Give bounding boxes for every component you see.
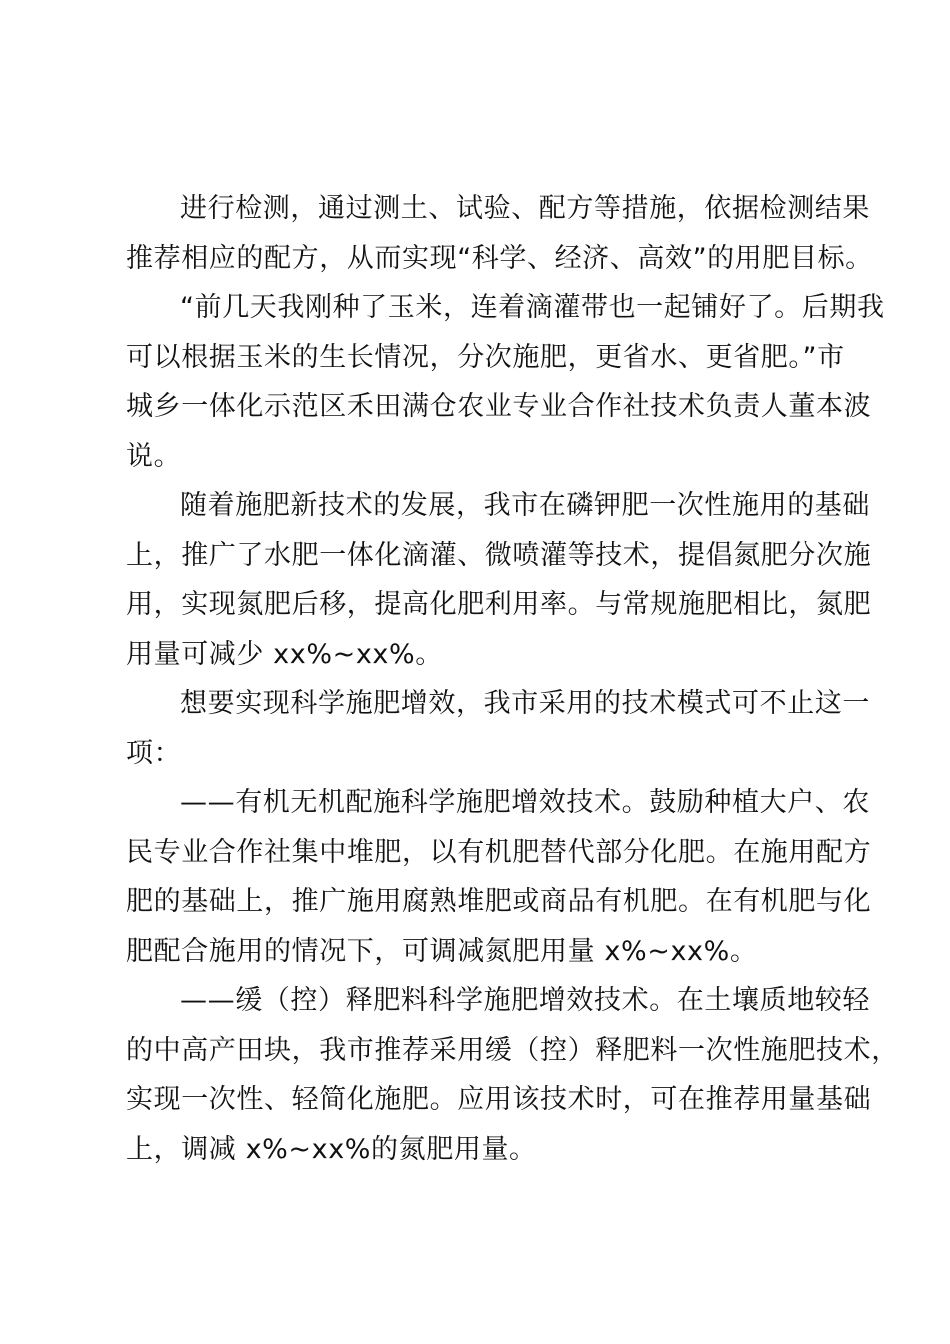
paragraph-5: [126, 778, 872, 976]
text-line: 进行检测，通过测土、试验、配方等措施，依据检测结果: [180, 193, 870, 224]
text-line: 上，调减 x%~xx%的氮肥用量。: [126, 1133, 537, 1165]
text-line: 可以根据玉米的生长情况，分次施肥，更省水、更省肥。”市: [126, 341, 845, 373]
text-line: 想要实现科学施肥增效，我市采用的技术模式可不止这一: [180, 688, 870, 719]
paragraph-2: [126, 283, 885, 481]
document-body: [126, 184, 899, 1174]
text-line: ——有机无机配施科学施肥增效技术。鼓励种植大户、农: [180, 787, 870, 818]
text-line: 上，推广了水肥一体化滴灌、微喷灌等技术，提倡氮肥分次施: [126, 539, 872, 571]
text-line: ——缓（控）释肥料科学施肥增效技术。在土壤质地较轻: [180, 985, 870, 1016]
paragraph-6: [126, 976, 899, 1174]
text-line: 肥配合施用的情况下，可调减氮肥用量 x%~xx%。: [126, 935, 758, 967]
text-line: 项：: [126, 737, 182, 769]
text-line: 说。: [126, 440, 182, 472]
paragraph-3: [126, 481, 872, 679]
text-line: 民专业合作社集中堆肥，以有机肥替代部分化肥。在施用配方: [126, 836, 872, 868]
text-line: 肥的基础上，推广施用腐熟堆肥或商品有机肥。在有机肥与化: [126, 886, 872, 917]
text-line: 的中高产田块，我市推荐采用缓（控）释肥料一次性施肥技术，: [126, 1034, 899, 1066]
text-line: 实现一次性、轻简化施肥。应用该技术时，可在推荐用量基础: [126, 1084, 872, 1115]
text-line: 城乡一体化示范区禾田满仓农业专业合作社技术负责人董本波: [126, 391, 872, 422]
text-line: 推荐相应的配方，从而实现“科学、经济、高效”的用肥目标。: [126, 242, 873, 274]
text-line: 用量可减少 xx%~xx%。: [126, 638, 443, 670]
text-line: 随着施肥新技术的发展，我市在磷钾肥一次性施用的基础: [180, 490, 870, 521]
paragraph-4: [126, 679, 870, 778]
paragraph-1: [126, 184, 873, 283]
text-line: “前几天我刚种了玉米，连着滴灌带也一起铺好了。后期我: [180, 292, 885, 323]
text-line: 用，实现氮肥后移，提高化肥利用率。与常规施肥相比，氮肥: [126, 589, 872, 620]
